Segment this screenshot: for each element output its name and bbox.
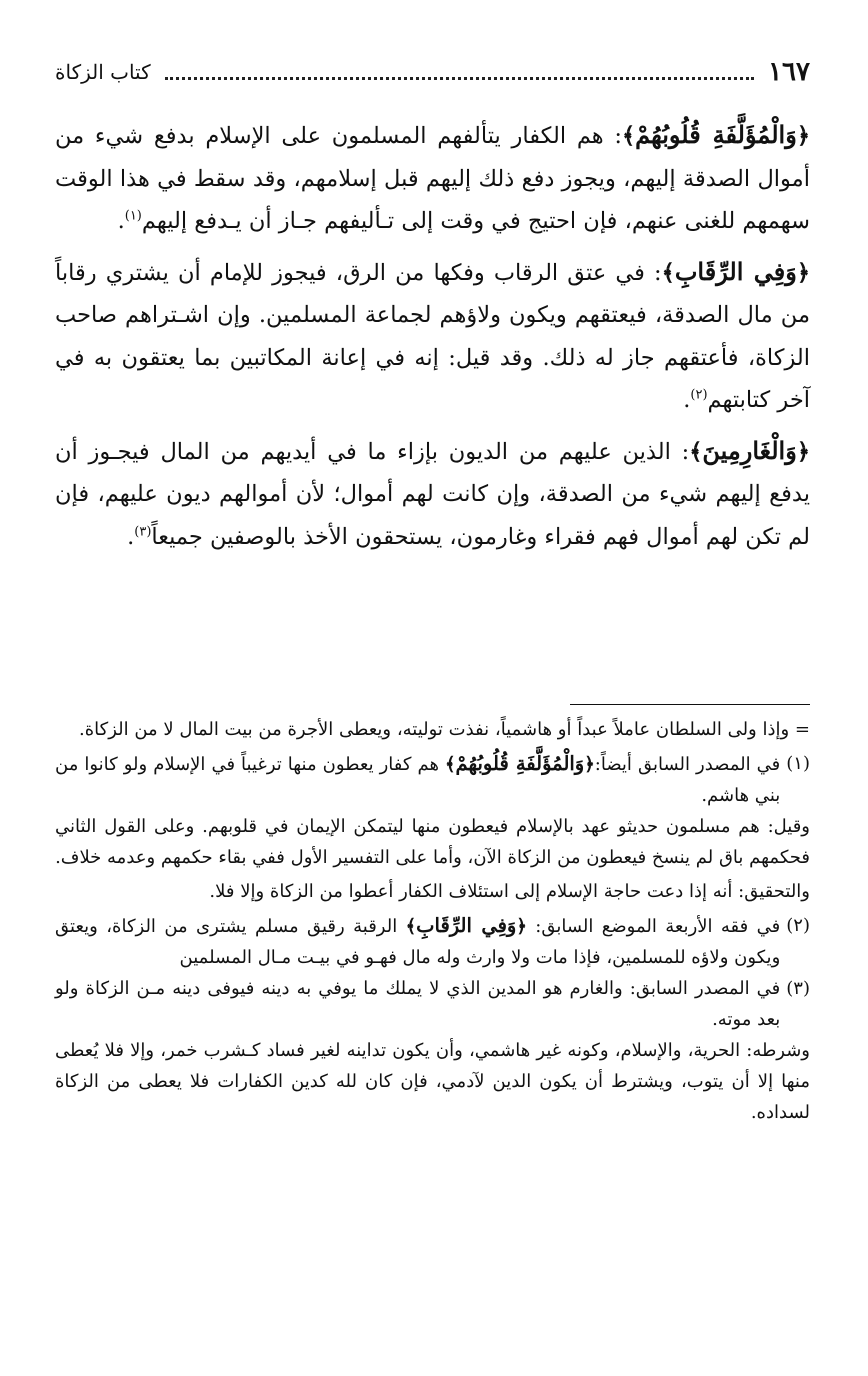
paragraph-gharimin bbox=[55, 430, 810, 559]
footnote-text bbox=[55, 910, 780, 973]
verse-open-bracket: ﴿ bbox=[516, 916, 527, 937]
footnote-3 bbox=[55, 973, 810, 1035]
running-title: كتاب الزكاة bbox=[55, 60, 151, 84]
footnote-pre: في فقه الأربعة الموضع السابق: bbox=[526, 916, 781, 937]
footnote-3-paragraph-2: وشرطه: الحرية، والإسلام، وكونه غير هاشمي، وأن يكون تداينه لغير فساد كـشرب خمر، وإلا فلا يُعطى منها إلا أن يتوب، ويشترط أن يكون الدين لآدمي، فإن كان لله كدين الكفارات فلا يعطى من الزكاة لسداده. bbox=[55, 1040, 810, 1123]
paragraph-muallafa bbox=[55, 114, 810, 243]
paragraph-text: : هم الكفار يتألفهم المسلمون على الإسلام بدفع شيء من أموال الصدقة إليهم، ويجوز دفع ذلك إليهم قبل إسلامهم، وقد سقط في هذا الوقت سهمهم للغنى عنهم، فإن احتيج في وقت إلى تـأليفهم جـاز أن يـدفع إليهم bbox=[55, 123, 810, 234]
verse-close-bracket: ﴾ bbox=[444, 754, 456, 775]
verse-close-bracket: ﴾ bbox=[661, 259, 675, 286]
paragraph-end: . bbox=[117, 208, 125, 234]
footnote-pre: في المصدر السابق أيضاً: bbox=[594, 754, 781, 775]
header-dotted-leader bbox=[165, 77, 754, 80]
paragraph-text: : الذين عليهم من الديون بإزاء ما في أيديهم من المال فيجـوز أن يدفع إليهم شيء من الصدقة، وإن كانت لهم أموال؛ لأن أموالهم ديون عليهم، فإن لم تكن لهم أموال فهم فقراء وغارمون، يستحقون الأخذ بالوصفين جميعاً bbox=[55, 438, 810, 550]
footnote-2 bbox=[55, 910, 810, 973]
page-header bbox=[55, 54, 810, 90]
quran-verse: وَفِي الرِّقَابِ bbox=[674, 256, 797, 286]
footnote-separator bbox=[570, 704, 810, 705]
footnotes bbox=[55, 714, 810, 1131]
page-number: ١٦٧ bbox=[768, 57, 810, 87]
verse-open-bracket: ﴿ bbox=[796, 438, 810, 465]
quran-verse: وَالْمُؤَلَّفَةِ قُلُوبُهُمْ bbox=[635, 120, 797, 149]
verse-close-bracket: ﴾ bbox=[621, 123, 636, 149]
footnote-marker: (٣) bbox=[786, 978, 810, 999]
footnote-marker: (١) bbox=[786, 753, 810, 774]
verse-open-bracket: ﴿ bbox=[584, 754, 595, 775]
footnote-1-paragraph-3: والتحقيق: أنه إذا دعت حاجة الإسلام إلى استئلاف الكفار أعطوا من الزكاة وإلا فلا. bbox=[209, 881, 810, 902]
footnote-1 bbox=[55, 748, 810, 811]
footnote-post: الرقبة رقيق مسلم يشترى من الزكاة، ويعتق ويكون ولاؤه للمسلمين، فإذا مات ولا وارث وله مال فهـو في بيـت مـال المسلمين bbox=[55, 916, 781, 968]
paragraph-end: . bbox=[683, 387, 691, 413]
footnote-1-paragraph-2: وقيل: هم مسلمون حديثو عهد بالإسلام فيعطون منها ليتمكن الإيمان في قلوبهم. وعلى القول الثاني فحكمهم باق لم ينسخ فيعطون من الزكاة الآن، وأما على التفسير الأول ففي بقاء حكمهم وعدمه خلاف. bbox=[55, 816, 810, 868]
paragraph-end: . bbox=[127, 523, 135, 550]
footnote-ref[interactable]: (٣) bbox=[134, 524, 152, 539]
quran-verse: وَفِي الرِّقَابِ bbox=[416, 914, 517, 937]
quran-verse: وَالْغَارِمِينَ bbox=[702, 435, 797, 465]
verse-close-bracket: ﴾ bbox=[689, 438, 703, 465]
verse-open-bracket: ﴿ bbox=[796, 259, 810, 286]
verse-open-bracket: ﴿ bbox=[796, 123, 810, 149]
footnote-text bbox=[55, 748, 780, 811]
footnote-ref[interactable]: (١) bbox=[124, 208, 142, 224]
main-text bbox=[55, 114, 810, 566]
paragraph-riqab bbox=[55, 251, 810, 422]
footnote-ref[interactable]: (٢) bbox=[690, 387, 708, 403]
footnote-marker: (٢) bbox=[786, 915, 810, 936]
verse-close-bracket: ﴾ bbox=[405, 916, 417, 937]
quran-verse: وَالْمُؤَلَّفَةِ قُلُوبُهُمْ bbox=[455, 752, 585, 775]
footnote-post: هم كفار يعطون منها ترغيباً في الإسلام ولو كانوا من بني هاشم. bbox=[55, 754, 781, 806]
paragraph-text: : في عتق الرقاب وفكها من الرق، فيجوز للإمام أن يشتري رقاباً من مال الصدقة، فيعتقهم ويكون ولاؤهم لجماعة المسلمين. وإن اشـتراهم صاحب الزكاة، فأعتقهم جاز له ذلك. وقد قيل: إنه في إعانة المكاتبين بما يعتقون به في آخر كتابتهم bbox=[55, 259, 810, 413]
footnote-continuation: = وإذا ولى السلطان عاملاً عبداً أو هاشمياً، نفذت توليته، ويعطى الأجرة من بيت المال لا من الزكاة. bbox=[78, 719, 810, 740]
footnote-text: في المصدر السابق: والغارم هو المدين الذي لا يملك ما يوفي به دينه فيوفى دينه مـن الزكاة ولو بعد موته. bbox=[55, 978, 781, 1030]
